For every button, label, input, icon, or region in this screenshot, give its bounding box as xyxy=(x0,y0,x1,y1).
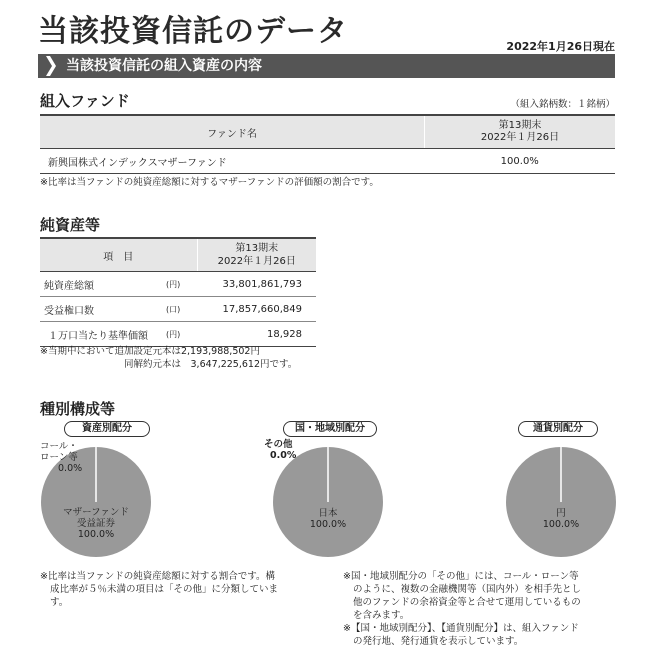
net-assets-heading: 純資産等 xyxy=(40,216,101,234)
note-line: ※【国・地域別配分】、【通貨別配分】は、組入ファンド xyxy=(343,623,579,634)
note-line: す。 xyxy=(50,597,69,608)
table-row xyxy=(40,297,316,322)
note-line: ※国・地域別配分の「その他」には、コール・ローン等 xyxy=(343,571,579,582)
pie-label-other xyxy=(264,439,296,461)
pie-label-main xyxy=(282,508,374,530)
funds-table xyxy=(40,114,615,174)
col-item: 項 目 xyxy=(40,238,197,272)
pill-region: 国・地域別配分 xyxy=(283,421,377,437)
note-line: 他のファンドの余裕資金等と合せて運用しているもの xyxy=(353,597,581,608)
as-of-date: 2022年1月26日現在 xyxy=(506,40,615,53)
table-row xyxy=(40,149,615,174)
row-unit: (円) xyxy=(165,272,197,297)
label-value: 0.0% xyxy=(58,463,83,474)
col-period-label: 第13期末 xyxy=(235,243,279,254)
net-assets-table xyxy=(40,237,316,347)
col-period xyxy=(197,238,316,272)
label-line: 受益証券 xyxy=(76,518,115,529)
pill-asset: 資産別配分 xyxy=(64,421,150,437)
label-line: 円 xyxy=(556,508,566,519)
label-line: マザーファンド xyxy=(63,507,129,518)
row-label: １万口当たり基準価額 xyxy=(40,322,165,347)
row-label: 受益権口数 xyxy=(40,297,165,322)
row-label: 純資産総額 xyxy=(40,272,165,297)
note-line: ※比率は当ファンドの純資産総額に対する割合です。構 xyxy=(40,571,276,582)
right-note xyxy=(343,570,633,648)
note-line: を含みます。 xyxy=(353,610,410,621)
label-line: その他 xyxy=(264,439,293,450)
row-unit: (円) xyxy=(165,322,197,347)
label-value: 100.0% xyxy=(542,519,580,530)
fund-name: 新興国株式インデックスマザーファンド xyxy=(40,149,425,174)
pie-region xyxy=(272,446,384,558)
section-bar xyxy=(38,54,615,78)
row-unit: (口) xyxy=(165,297,197,322)
funds-heading: 組入ファンド xyxy=(40,92,130,110)
pie-label-main xyxy=(50,507,142,540)
section-bar-label: 当該投資信託の組入資産の内容 xyxy=(66,58,262,74)
label-line: 日本 xyxy=(318,508,338,519)
left-note xyxy=(40,570,325,609)
pie-currency xyxy=(505,446,617,558)
col-fund-name: ファンド名 xyxy=(40,115,425,149)
net-assets-note-1: ※当期中において追加設定元本は2,193,988,502円 xyxy=(40,346,260,357)
col-date-label: 2022年１月26日 xyxy=(217,256,296,267)
row-value: 33,801,861,793 xyxy=(197,272,316,297)
note-line: のように、複数の金融機関等（国内外）を相手先とし xyxy=(353,584,582,595)
funds-count-note: （組入銘柄数：１銘柄） xyxy=(510,99,615,110)
label-line: コール・ xyxy=(40,441,78,452)
chevron-right-icon xyxy=(44,54,58,78)
table-row xyxy=(40,272,316,297)
label-value: 100.0% xyxy=(77,529,115,540)
pie-label-main xyxy=(515,508,607,530)
note-line: 成比率が５％未満の項目は「その他」に分類していま xyxy=(50,584,279,595)
row-value: 18,928 xyxy=(197,322,316,347)
col-date-label: 2022年１月26日 xyxy=(480,132,560,143)
net-assets-note-2: 同解約元本は 3,647,225,612円です。 xyxy=(124,359,298,370)
col-period xyxy=(425,115,616,149)
funds-note: ※比率は当ファンドの純資産総額に対するマザーファンドの評価額の割合です。 xyxy=(40,177,379,188)
page-title: 当該投資信託のデータ xyxy=(38,14,348,49)
row-value: 17,857,660,849 xyxy=(197,297,316,322)
col-period-label: 第13期末 xyxy=(498,120,542,131)
composition-heading: 種別構成等 xyxy=(40,400,116,418)
label-value: 0.0% xyxy=(270,450,297,461)
label-value: 100.0% xyxy=(309,519,347,530)
pill-currency: 通貨別配分 xyxy=(518,421,598,437)
label-line: ローン等 xyxy=(40,452,78,463)
fund-value: 100.0% xyxy=(425,149,616,174)
note-line: の発行地、発行通貨を表示しています。 xyxy=(353,636,524,647)
pie-label-other xyxy=(40,441,82,474)
